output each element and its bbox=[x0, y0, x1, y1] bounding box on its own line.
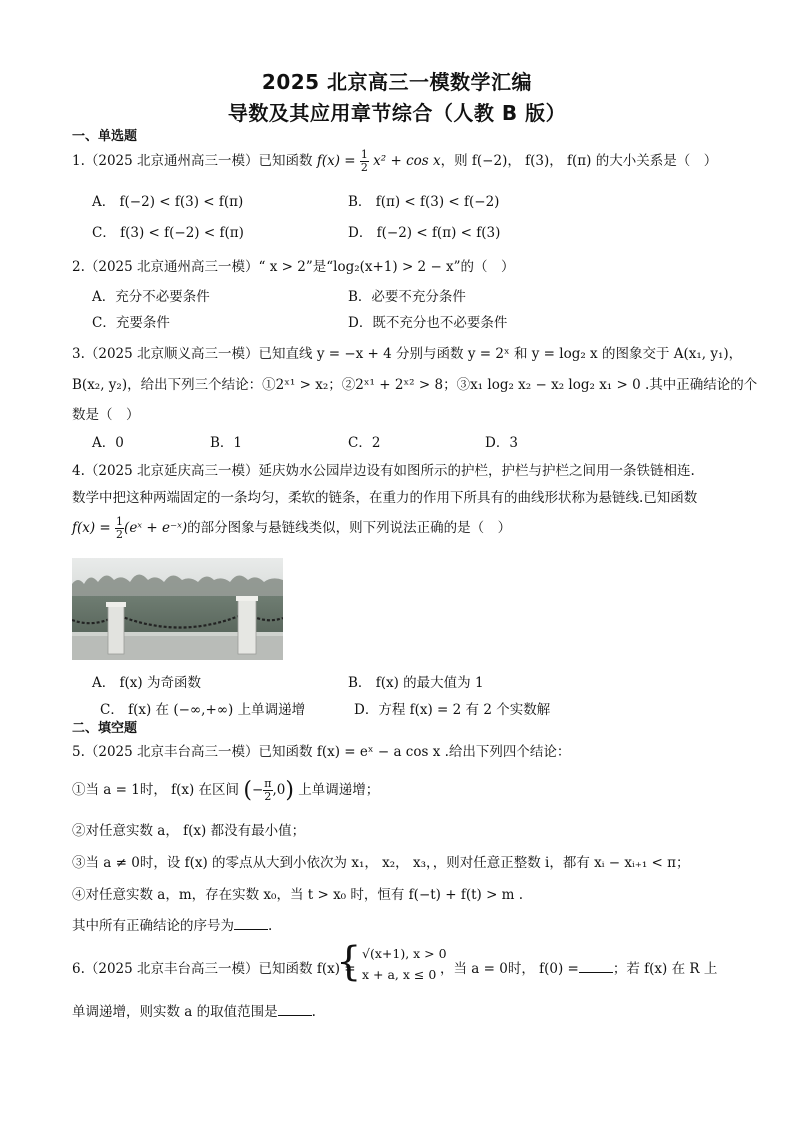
question-3-line-2: B(x₂, y₂)，给出下列三个结论：①2ˣ¹ > x₂；②2ˣ¹ + 2ˣ² > 8；③x₁ log₂ x₂ − x₂ log₂ x₁ > 0 .其中正确结论的个 bbox=[72, 377, 758, 393]
q1-option-a: A． f(−2) < f(3) < f(π) bbox=[92, 194, 244, 210]
q4-option-b: B． f(x) 的最大值为 1 bbox=[348, 675, 484, 691]
q5-conclusion-4: ④对任意实数 a，m，存在实数 x₀，当 t > x₀ 时，恒有 f(−t) + f(t) > m . bbox=[72, 887, 524, 903]
question-3-line-3: 数是（ ） bbox=[72, 407, 140, 423]
q1-option-c: C． f(3) < f(−2) < f(π) bbox=[92, 225, 244, 241]
q1-fx: f(x) = bbox=[316, 153, 356, 169]
section-fill-blank: 二、填空题 bbox=[72, 721, 138, 736]
question-3-line-1: 3.（2025 北京顺义高三一模）已知直线 y = −x + 4 分别与函数 y = 2ˣ 和 y = log₂ x 的图象交于 A(x₁, y₁)， bbox=[72, 346, 743, 362]
q5-answer-blank bbox=[234, 917, 268, 930]
q6-mid-text-2: ；若 f(x) 在 R 上 bbox=[612, 961, 718, 977]
q2-option-b: B．必要不充分条件 bbox=[348, 289, 466, 305]
q5-c1-frac-num: π bbox=[264, 777, 272, 790]
q4-expr: (eˣ + e⁻ˣ) bbox=[124, 520, 188, 536]
q5-ask: 其中所有正确结论的序号为 bbox=[72, 918, 234, 934]
q6-mid-text: ，当 a = 0时， f(0) = bbox=[440, 961, 579, 977]
question-6-lead: 6.（2025 北京丰台高三一模）已知函数 f(x) = bbox=[72, 961, 356, 977]
q4-frac-den: 2 bbox=[116, 528, 124, 541]
q1-expr: x² + cos x bbox=[373, 153, 441, 169]
q5-conclusion-1: ①当 a = 1时， f(x) 在区间 (− $\frac{\pi}{2}$ ,0) 上单调递增； bbox=[72, 777, 380, 803]
q1-option-d: D． f(−2) < f(π) < f(3) bbox=[348, 225, 501, 241]
q6-blank-2 bbox=[278, 1003, 312, 1016]
section-single-choice: 一、单选题 bbox=[72, 129, 138, 144]
q4-frac-num: 1 bbox=[116, 515, 124, 528]
q2-option-a: A．充分不必要条件 bbox=[92, 289, 210, 305]
q6-line2: 单调递增，则实数 a 的取值范围是 bbox=[72, 1004, 278, 1020]
piecewise-brace: { bbox=[336, 939, 362, 985]
q3-option-d: D．3 bbox=[485, 435, 518, 451]
question-2-stem: 2.（2025 北京通州高三一模）“ x > 2”是“log₂(x+1) > 2 − x”的（ ） bbox=[72, 259, 515, 275]
q5-c1-pre: ①当 a = 1时， f(x) 在区间 bbox=[72, 782, 240, 798]
q5-conclusion-2: ②对任意实数 a， f(x) 都没有最小值； bbox=[72, 823, 306, 839]
q1-frac-den: 2 bbox=[360, 161, 368, 174]
question-4-line-1: 4.（2025 北京延庆高三一模）延庆妫水公园岸边设有如图所示的护栏，护栏与护栏之间用一条铁链相连. bbox=[72, 463, 695, 479]
q6-case-2: x + a, x ≤ 0 bbox=[362, 967, 437, 982]
q6-mid bbox=[440, 957, 717, 977]
q4-fx: f(x) = bbox=[72, 520, 111, 536]
q1-tail: ，则 f(−2)， f(3)， f(π) 的大小关系是（ ） bbox=[440, 153, 718, 169]
q2-option-d: D．既不充分也不必要条件 bbox=[348, 315, 508, 331]
railing-chain-photo bbox=[72, 558, 283, 660]
q5-answer-prompt: 其中所有正确结论的序号为 . bbox=[72, 918, 273, 934]
q5-c1-fraction bbox=[263, 778, 272, 803]
q1-frac-num: 1 bbox=[360, 148, 368, 161]
question-6-line-2: 单调递增，则实数 a 的取值范围是 . bbox=[72, 1004, 316, 1020]
document-title: 2025 北京高三一模数学汇编 bbox=[261, 70, 533, 94]
question-4-line-2: 数学中把这种两端固定的一条均匀，柔软的链条，在重力的作用下所具有的曲线形状称为悬链线.已知函数 bbox=[72, 490, 698, 506]
q1-lead: 1.（2025 北京通州高三一模）已知函数 bbox=[72, 153, 313, 169]
q1-fraction bbox=[360, 149, 369, 174]
q6-blank-1 bbox=[579, 960, 613, 973]
q5-c1-post: 上单调递增； bbox=[298, 782, 380, 798]
q5-c1-frac-den: 2 bbox=[264, 790, 272, 803]
q5-conclusion-3: ③当 a ≠ 0时，设 f(x) 的零点从大到小依次为 x₁， x₂， x₃，，则对任意正整数 i，都有 xᵢ − xᵢ₊₁ < π； bbox=[72, 855, 690, 871]
q6-case-1: √(x+1), x > 0 bbox=[362, 946, 447, 961]
q4-tail: 的部分图象与悬链线类似，则下列说法正确的是（ ） bbox=[187, 520, 512, 536]
question-4-line-3 bbox=[72, 516, 511, 541]
question-5-stem: 5.（2025 北京丰台高三一模）已知函数 f(x) = eˣ − a cos x .给出下列四个结论： bbox=[72, 744, 571, 760]
q3-option-c: C．2 bbox=[348, 435, 381, 451]
q4-option-d: D．方程 f(x) = 2 有 2 个实数解 bbox=[354, 702, 551, 718]
q3-option-b: B．1 bbox=[210, 435, 243, 451]
q4-option-a: A． f(x) 为奇函数 bbox=[92, 675, 201, 691]
document-subtitle: 导数及其应用章节综合（人教 B 版） bbox=[227, 101, 567, 125]
q4-fraction bbox=[115, 516, 124, 541]
q2-option-c: C．充要条件 bbox=[92, 315, 170, 331]
question-1-stem bbox=[72, 149, 717, 174]
q3-option-a: A．0 bbox=[92, 435, 124, 451]
q4-option-c: C． f(x) 在 (−∞,+∞) 上单调递增 bbox=[100, 702, 306, 718]
q1-option-b: B． f(π) < f(3) < f(−2) bbox=[348, 194, 500, 210]
